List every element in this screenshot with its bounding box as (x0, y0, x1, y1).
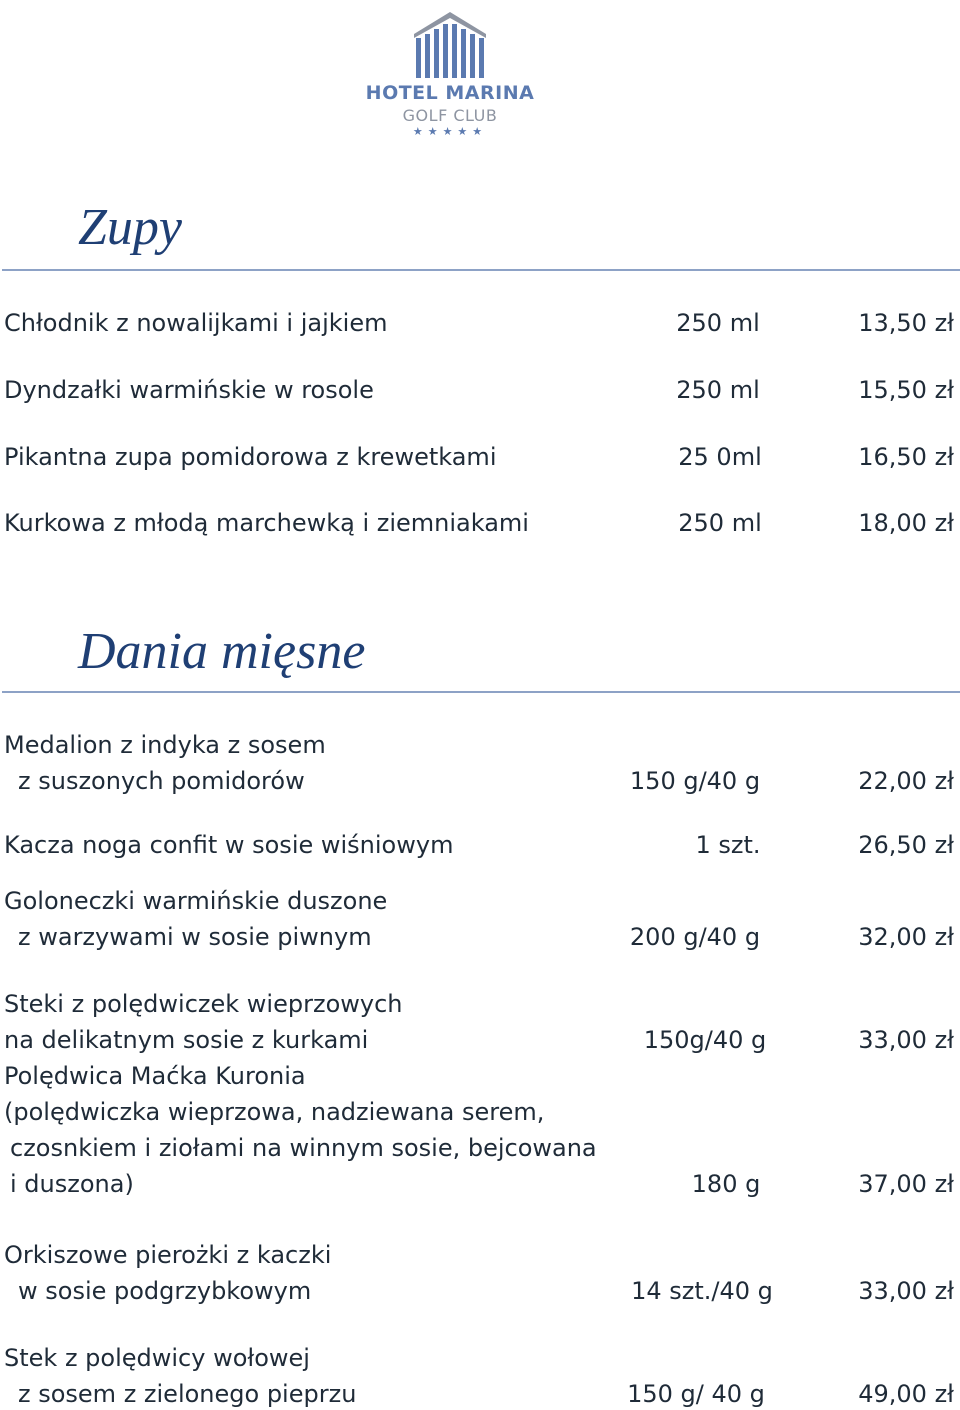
item-quantity: 25 0ml (678, 443, 762, 471)
item-name: Kurkowa z młodą marchewką i ziemniakami (4, 509, 529, 537)
item-name-cont: z sosem z zielonego pieprzu (18, 1380, 357, 1408)
item-name-cont: (polędwiczka wieprzowa, nadziewana serem, (4, 1098, 545, 1126)
item-price: 33,00 zł (858, 1277, 954, 1305)
item-price: 33,00 zł (858, 1026, 954, 1054)
item-name: Stek z polędwicy wołowej (4, 1344, 310, 1372)
item-quantity: 250 ml (676, 309, 760, 337)
item-name: Polędwica Maćka Kuronia (4, 1062, 306, 1090)
item-quantity: 14 szt./40 g (631, 1277, 773, 1305)
item-price: 22,00 zł (858, 767, 954, 795)
item-quantity: 250 ml (678, 509, 762, 537)
section-title-zupy: Zupy (78, 199, 182, 256)
section-title-dania-miesne: Dania mięsne (78, 623, 366, 680)
section-divider (2, 269, 960, 271)
item-price: 37,00 zł (858, 1170, 954, 1198)
hotel-logo (352, 8, 548, 136)
section-divider (2, 691, 960, 693)
item-quantity: 150 g/ 40 g (627, 1380, 765, 1408)
item-name-cont: z warzywami w sosie piwnym (18, 923, 372, 951)
item-name-cont: czosnkiem i ziołami na winnym sosie, bejcowana (10, 1134, 597, 1162)
item-price: 16,50 zł (858, 443, 954, 471)
item-price: 13,50 zł (858, 309, 954, 337)
brand-name: HOTEL MARINA (365, 82, 535, 104)
item-price: 32,00 zł (858, 923, 954, 951)
item-quantity: 250 ml (676, 376, 760, 404)
item-name-cont: z suszonych pomidorów (18, 767, 305, 795)
item-quantity: 150 g/40 g (629, 767, 761, 795)
item-quantity: 1 szt. (695, 831, 761, 859)
item-quantity: 180 g (691, 1170, 761, 1198)
item-quantity: 150g/40 g (643, 1026, 767, 1054)
item-price: 26,50 zł (858, 831, 954, 859)
item-name: Medalion z indyka z sosem (4, 731, 326, 759)
item-name: Dyndzałki warmińskie w rosole (4, 376, 374, 404)
brand-subtitle: GOLF CLUB (402, 106, 498, 125)
item-name: Kacza noga confit w sosie wiśniowym (4, 831, 454, 859)
item-name: Orkiszowe pierożki z kaczki (4, 1241, 332, 1269)
item-quantity: 200 g/40 g (629, 923, 761, 951)
item-price: 18,00 zł (858, 509, 954, 537)
item-name-cont: w sosie podgrzybkowym (18, 1277, 312, 1305)
item-name-cont: i duszona) (10, 1170, 134, 1198)
item-name: Pikantna zupa pomidorowa z krewetkami (4, 443, 497, 471)
item-name: Steki z polędwiczek wieprzowych (4, 990, 403, 1018)
brand-stars: ★★★★★ (412, 126, 488, 138)
item-name: Goloneczki warmińskie duszone (4, 887, 388, 915)
building-icon (352, 8, 548, 80)
item-price: 49,00 zł (858, 1380, 954, 1408)
item-price: 15,50 zł (858, 376, 954, 404)
item-name: Chłodnik z nowalijkami i jajkiem (4, 309, 388, 337)
item-name-cont: na delikatnym sosie z kurkami (4, 1026, 369, 1054)
